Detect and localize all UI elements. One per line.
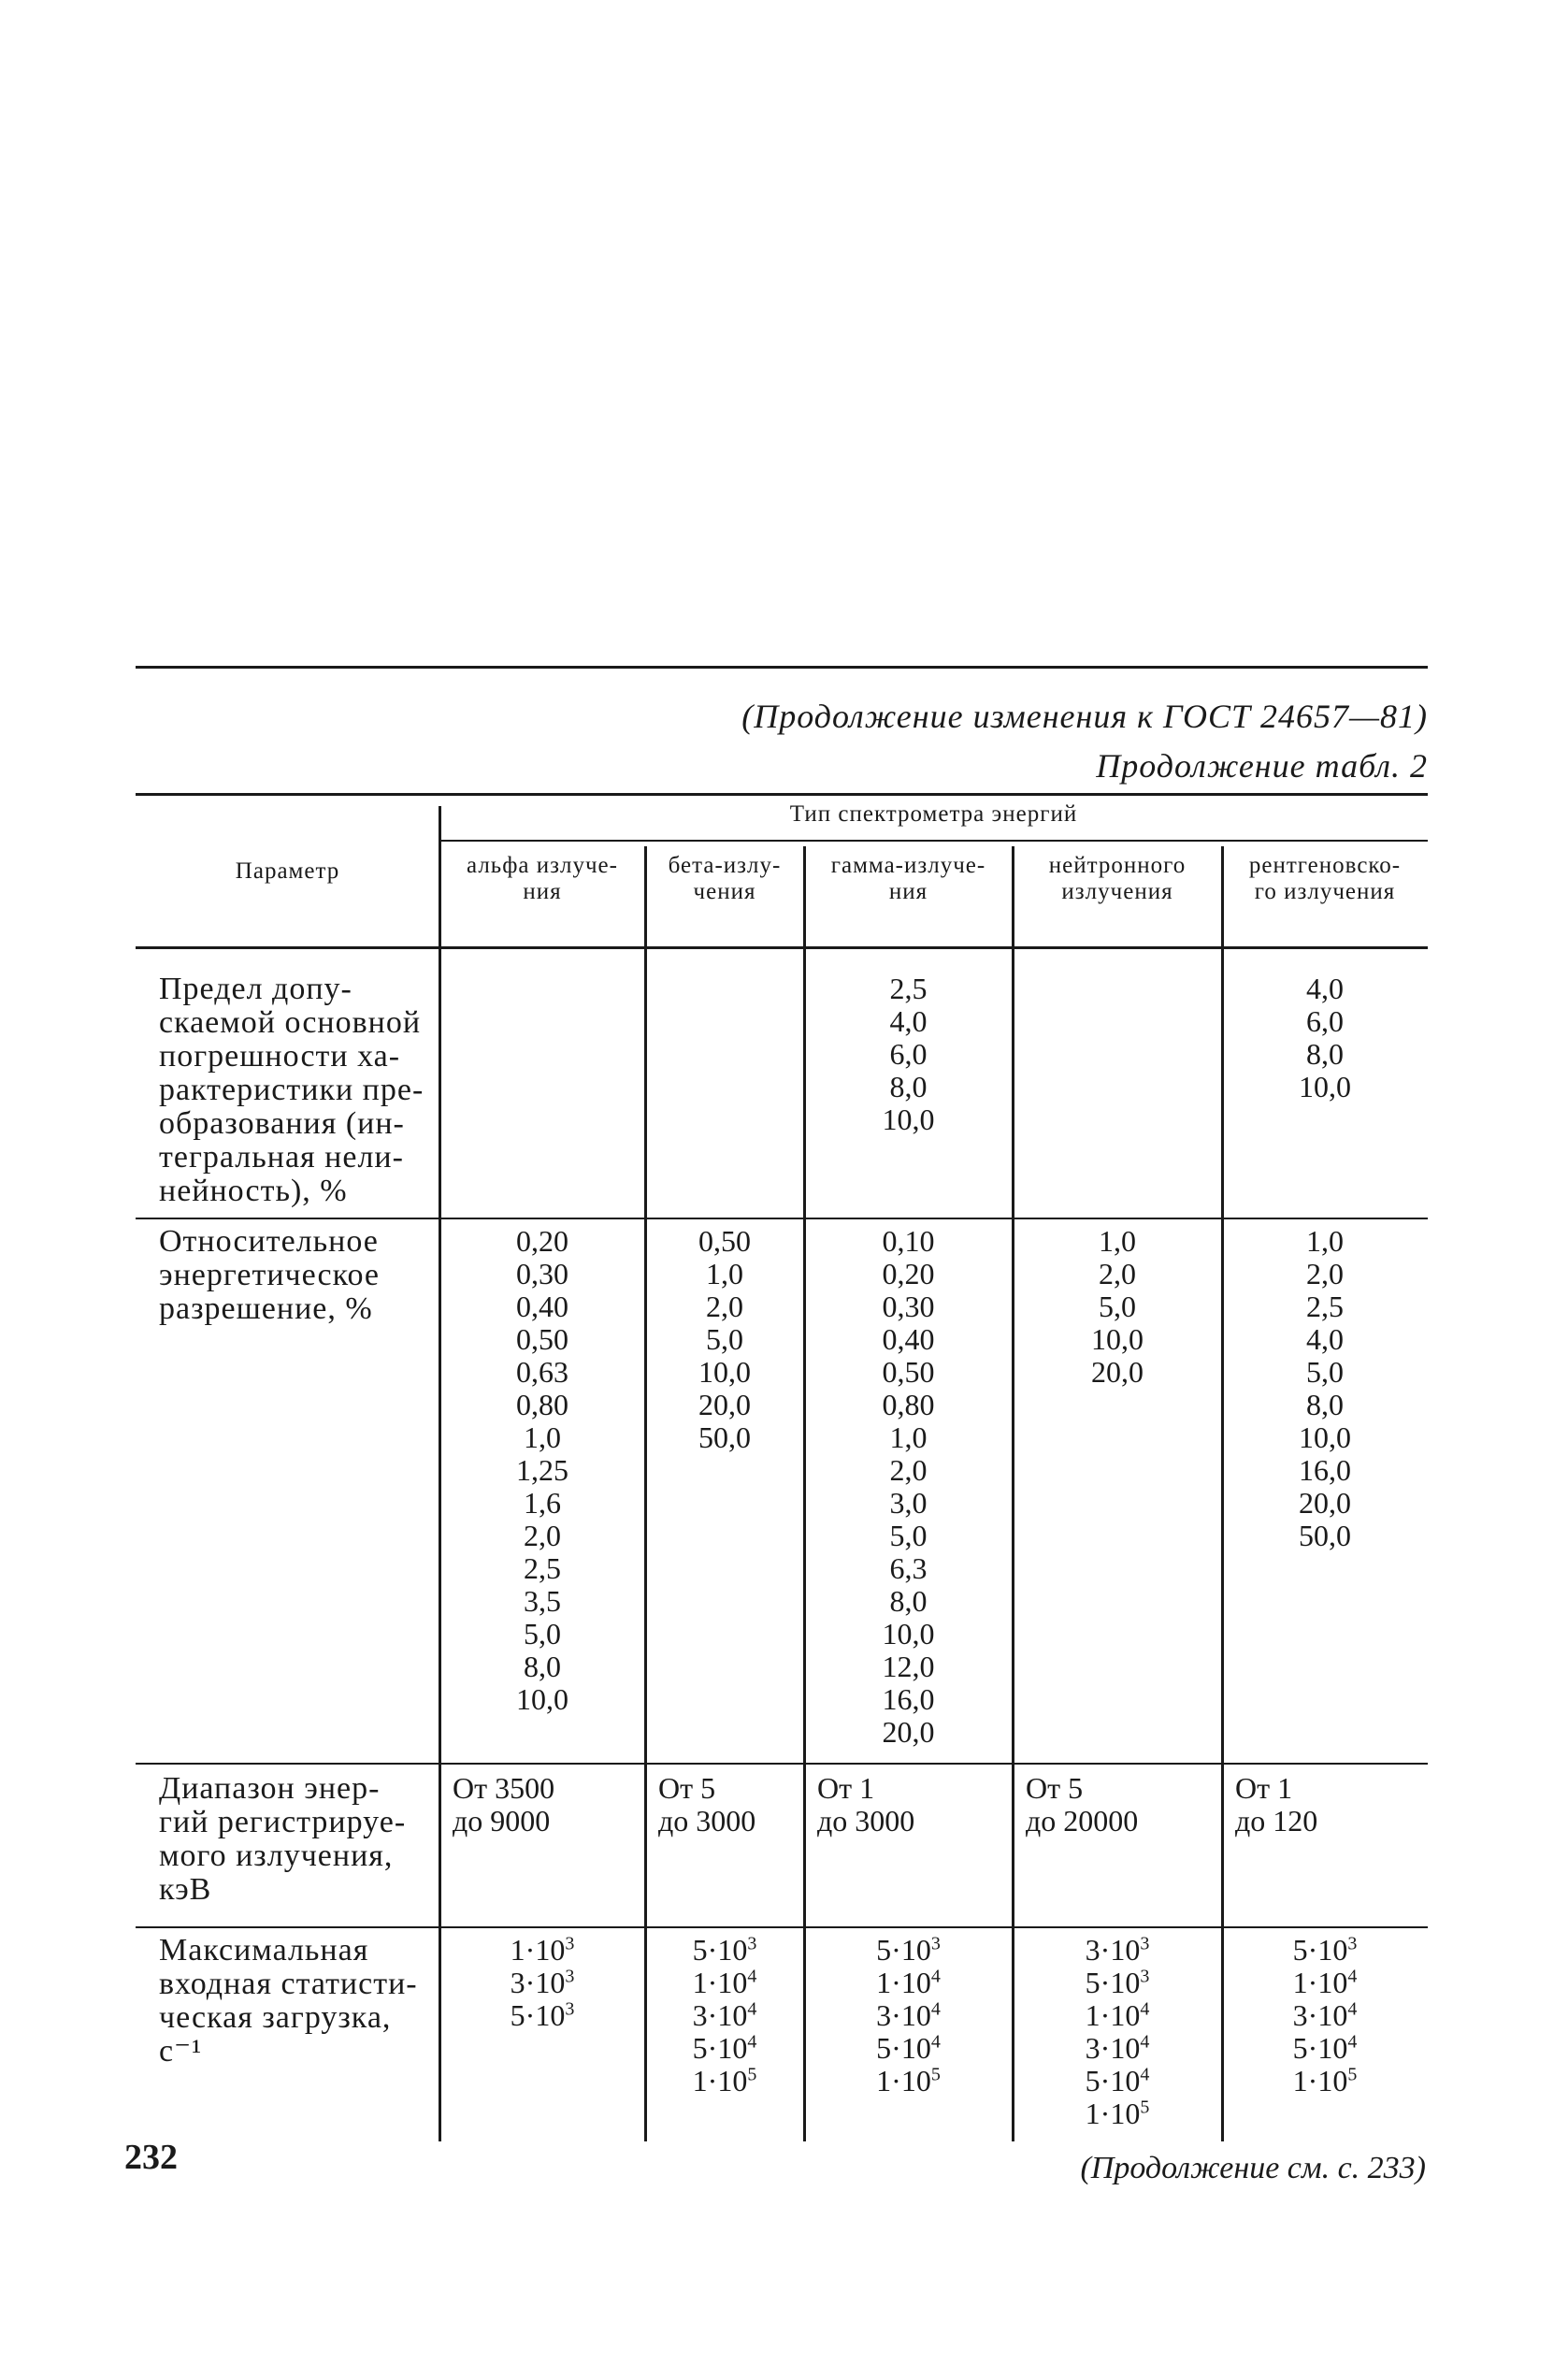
cell-value: 5,0 — [524, 1617, 561, 1650]
table-cell — [1013, 1772, 1222, 1838]
table-cell — [645, 1772, 804, 1838]
row-param-line: с⁻¹ — [159, 2034, 203, 2068]
row-param-line: скаемой основной — [159, 1005, 422, 1040]
cell-value: 0,63 — [516, 1355, 568, 1389]
column-header — [804, 853, 1013, 905]
table-cell — [439, 1934, 645, 2032]
cell-value-exponent: 3 — [1347, 1933, 1358, 1954]
cell-value: $3\cdot 10^3$ — [510, 1966, 575, 1999]
cell-value: 8,0 — [889, 1584, 928, 1618]
table-note: Продолжение табл. 2 — [1096, 747, 1428, 785]
cell-value-exponent: 4 — [1347, 1966, 1358, 1987]
cell-value: От 1 — [1235, 1771, 1293, 1805]
cell-value: 2,0 — [1306, 1257, 1344, 1290]
row-param — [159, 973, 432, 1208]
column-header — [1013, 853, 1222, 905]
cell-value: $5\cdot 10^4$ — [876, 2031, 941, 2065]
row-param-line: тегральная нели- — [159, 1140, 404, 1175]
column-header-line: гамма-излуче- — [830, 853, 986, 878]
cell-value-exponent: 5 — [1140, 2097, 1150, 2118]
cell-value: $3\cdot 10^3$ — [1085, 1933, 1150, 1967]
cell-value: $1\cdot 10^4$ — [1085, 1998, 1150, 2032]
cell-value-exponent: 4 — [1140, 2064, 1150, 2085]
cell-value: $3\cdot 10^4$ — [1085, 2031, 1150, 2065]
cell-value: 3,0 — [889, 1486, 928, 1520]
cell-value: 0,50 — [698, 1224, 751, 1258]
column-header — [1222, 853, 1428, 905]
column-header-line: ния — [888, 879, 928, 904]
cell-value: $3\cdot 10^4$ — [1292, 1998, 1358, 2032]
cell-value: 5,0 — [1099, 1290, 1136, 1323]
cell-value: 16,0 — [1299, 1453, 1351, 1487]
table-cell — [439, 1772, 645, 1838]
row-param-line: энергетическое — [159, 1258, 380, 1292]
cell-value: 5,0 — [889, 1519, 928, 1552]
column-header-line: чения — [693, 879, 756, 904]
table-cell — [1013, 1225, 1222, 1389]
cell-value: 16,0 — [882, 1682, 935, 1716]
cell-value: $1\cdot 10^3$ — [510, 1933, 575, 1967]
cell-value: 8,0 — [524, 1650, 561, 1683]
table-cell — [804, 1225, 1013, 1749]
row-rule — [136, 1763, 1428, 1765]
cell-value: 10,0 — [882, 1617, 935, 1650]
cell-value: 8,0 — [1306, 1037, 1344, 1071]
row-param-line: входная статисти- — [159, 1967, 418, 2001]
column-header — [645, 853, 804, 905]
cell-value-exponent: 3 — [1140, 1933, 1150, 1954]
cell-value: 6,3 — [889, 1551, 928, 1585]
cell-value: $5\cdot 10^3$ — [876, 1933, 941, 1967]
cell-value: 2,5 — [524, 1551, 561, 1585]
cell-value: 50,0 — [698, 1420, 751, 1454]
cell-value: 50,0 — [1299, 1519, 1351, 1552]
table-cell — [804, 973, 1013, 1136]
cell-value: 10,0 — [1299, 1420, 1351, 1454]
cell-value-exponent: 4 — [747, 2031, 757, 2053]
row-param-line: гий регистрируе- — [159, 1805, 407, 1839]
cell-value: 2,5 — [1306, 1290, 1344, 1323]
cell-value: $5\cdot 10^4$ — [1085, 2064, 1150, 2097]
cell-value: $5\cdot 10^4$ — [1292, 2031, 1358, 2065]
cell-value-exponent: 4 — [1347, 2031, 1358, 2053]
cell-value: 5,0 — [706, 1322, 743, 1356]
cell-value-exponent: 4 — [930, 2031, 941, 2053]
cell-value: 20,0 — [698, 1388, 751, 1421]
cell-value: 6,0 — [889, 1037, 928, 1071]
cell-value: $1\cdot 10^4$ — [876, 1966, 941, 1999]
cell-value: до 3000 — [658, 1804, 756, 1838]
cell-value: 0,50 — [516, 1322, 568, 1356]
cell-value: $1\cdot 10^5$ — [1292, 2064, 1358, 2097]
cell-value: 1,6 — [524, 1486, 561, 1520]
cell-value: $1\cdot 10^4$ — [692, 1966, 757, 1999]
table-cell — [645, 1225, 804, 1454]
column-header — [439, 853, 645, 905]
cell-value: $5\cdot 10^3$ — [692, 1933, 757, 1967]
cell-value-exponent: 5 — [747, 2064, 757, 2085]
cell-value: до 20000 — [1026, 1804, 1139, 1838]
cell-value: 2,0 — [1099, 1257, 1136, 1290]
cell-value: От 5 — [658, 1771, 716, 1805]
cell-value: 1,25 — [516, 1453, 568, 1487]
cell-value: 0,50 — [882, 1355, 935, 1389]
row-param-line: образования (ин- — [159, 1106, 405, 1141]
cell-value: 0,80 — [882, 1388, 935, 1421]
cell-value: до 120 — [1235, 1804, 1318, 1838]
header-bottom-rule — [136, 946, 1428, 949]
cell-value-exponent: 5 — [930, 2064, 941, 2085]
cell-value: 4,0 — [1306, 972, 1344, 1005]
cell-value: $1\cdot 10^5$ — [1085, 2097, 1150, 2130]
cell-value: 3,5 — [524, 1584, 561, 1618]
cell-value: 10,0 — [698, 1355, 751, 1389]
cell-value: $5\cdot 10^4$ — [692, 2031, 757, 2065]
cell-value: От 3500 — [453, 1771, 555, 1805]
table-cell — [1222, 1772, 1428, 1838]
table-cell — [1222, 1934, 1428, 2097]
cell-value-exponent: 4 — [1140, 1998, 1150, 2020]
group-header-rule — [439, 840, 1428, 842]
cell-value: 0,80 — [516, 1388, 568, 1421]
cell-value: 12,0 — [882, 1650, 935, 1683]
row-param-line: кэВ — [159, 1872, 212, 1907]
column-header-line: нейтронного — [1048, 853, 1187, 878]
table-top-rule — [136, 793, 1428, 796]
cell-value: 6,0 — [1306, 1004, 1344, 1038]
cell-value-exponent: 3 — [565, 1933, 575, 1954]
column-header-line: излучения — [1061, 879, 1173, 904]
cell-value: 2,0 — [889, 1453, 928, 1487]
cell-value: 0,10 — [882, 1224, 935, 1258]
row-param-line: Относительное — [159, 1224, 379, 1259]
cell-value-exponent: 3 — [747, 1933, 757, 1954]
cell-value: 20,0 — [1299, 1486, 1351, 1520]
cell-value: 10,0 — [516, 1682, 568, 1716]
row-param-line: мого излучения, — [159, 1838, 394, 1873]
cell-value: $1\cdot 10^5$ — [692, 2064, 757, 2097]
row-param — [159, 1934, 432, 2068]
row-rule — [136, 1218, 1428, 1219]
table-cell — [804, 1934, 1013, 2097]
cell-value: 8,0 — [889, 1070, 928, 1103]
cell-value: 8,0 — [1306, 1388, 1344, 1421]
cell-value: 4,0 — [1306, 1322, 1344, 1356]
cell-value: От 5 — [1026, 1771, 1084, 1805]
cell-value: до 3000 — [817, 1804, 915, 1838]
cell-value: От 1 — [817, 1771, 875, 1805]
row-param-line: рактеристики пре- — [159, 1073, 424, 1107]
cell-value: 1,0 — [706, 1257, 743, 1290]
cell-value: 10,0 — [1091, 1322, 1144, 1356]
cell-value: 5,0 — [1306, 1355, 1344, 1389]
cell-value-exponent: 4 — [1347, 1998, 1358, 2020]
cell-value-exponent: 3 — [565, 1998, 575, 2020]
continuation-note: (Продолжение изменения к ГОСТ 24657—81) — [741, 698, 1428, 735]
page-number: 232 — [124, 2138, 178, 2177]
row-param-line: нейность), % — [159, 1174, 348, 1208]
column-header-line: рентгеновско- — [1248, 853, 1402, 878]
continued-note: (Продолжение см. с. 233) — [1080, 2151, 1426, 2185]
row-rule — [136, 1926, 1428, 1928]
cell-value: $5\cdot 10^3$ — [1292, 1933, 1358, 1967]
row-param-line: ческая загрузка, — [159, 2000, 392, 2035]
cell-value: $5\cdot 10^3$ — [510, 1998, 575, 2032]
row-param-line: Диапазон энер- — [159, 1771, 381, 1806]
cell-value: $1\cdot 10^5$ — [876, 2064, 941, 2097]
column-header-line: го излучения — [1254, 879, 1396, 904]
cell-value: 2,0 — [524, 1519, 561, 1552]
cell-value: 1,0 — [1099, 1224, 1136, 1258]
cell-value: 4,0 — [889, 1004, 928, 1038]
cell-value-exponent: 4 — [930, 1966, 941, 1987]
cell-value: $5\cdot 10^3$ — [1085, 1966, 1150, 1999]
column-header-line: бета-излу- — [668, 853, 782, 878]
cell-value: 2,5 — [889, 972, 928, 1005]
cell-value: 0,20 — [516, 1224, 568, 1258]
table-cell — [439, 1225, 645, 1716]
cell-value-exponent: 4 — [747, 1966, 757, 1987]
column-header-line: ния — [523, 879, 562, 904]
cell-value-exponent: 4 — [747, 1998, 757, 2020]
cell-value: $3\cdot 10^4$ — [876, 1998, 941, 2032]
group-header: Тип спектрометра энергий — [789, 801, 1078, 827]
cell-value: 0,30 — [516, 1257, 568, 1290]
cell-value: до 9000 — [453, 1804, 551, 1838]
cell-value: 1,0 — [524, 1420, 561, 1454]
cell-value: 0,40 — [882, 1322, 935, 1356]
top-rule — [136, 666, 1428, 669]
cell-value-exponent: 3 — [930, 1933, 941, 1954]
cell-value: 0,20 — [882, 1257, 935, 1290]
table-cell — [1013, 1934, 1222, 2130]
cell-value-exponent: 4 — [1140, 2031, 1150, 2053]
cell-value-exponent: 5 — [1347, 2064, 1358, 2085]
cell-value: 2,0 — [706, 1290, 743, 1323]
cell-value: 0,30 — [882, 1290, 935, 1323]
cell-value-exponent: 4 — [930, 1998, 941, 2020]
cell-value: $3\cdot 10^4$ — [692, 1998, 757, 2032]
cell-value: $1\cdot 10^4$ — [1292, 1966, 1358, 1999]
row-param — [159, 1225, 432, 1326]
table-cell — [645, 1934, 804, 2097]
row-param-line: Предел допу- — [159, 972, 352, 1006]
param-header: Параметр — [235, 858, 340, 884]
table-cell — [804, 1772, 1013, 1838]
cell-value: 20,0 — [1091, 1355, 1144, 1389]
column-header-line: альфа излуче- — [467, 853, 618, 878]
cell-value-exponent: 3 — [565, 1966, 575, 1987]
cell-value: 10,0 — [1299, 1070, 1351, 1103]
row-param-line: Максимальная — [159, 1933, 369, 1968]
cell-value: 0,40 — [516, 1290, 568, 1323]
cell-value-exponent: 3 — [1140, 1966, 1150, 1987]
cell-value: 1,0 — [1306, 1224, 1344, 1258]
cell-value: 10,0 — [882, 1103, 935, 1136]
row-param-line: погрешности ха- — [159, 1039, 401, 1074]
cell-value: 1,0 — [889, 1420, 928, 1454]
table-cell — [1222, 1225, 1428, 1552]
table-cell — [1222, 973, 1428, 1103]
row-param-line: разрешение, % — [159, 1291, 373, 1326]
cell-value: 20,0 — [882, 1715, 935, 1749]
row-param — [159, 1772, 432, 1907]
